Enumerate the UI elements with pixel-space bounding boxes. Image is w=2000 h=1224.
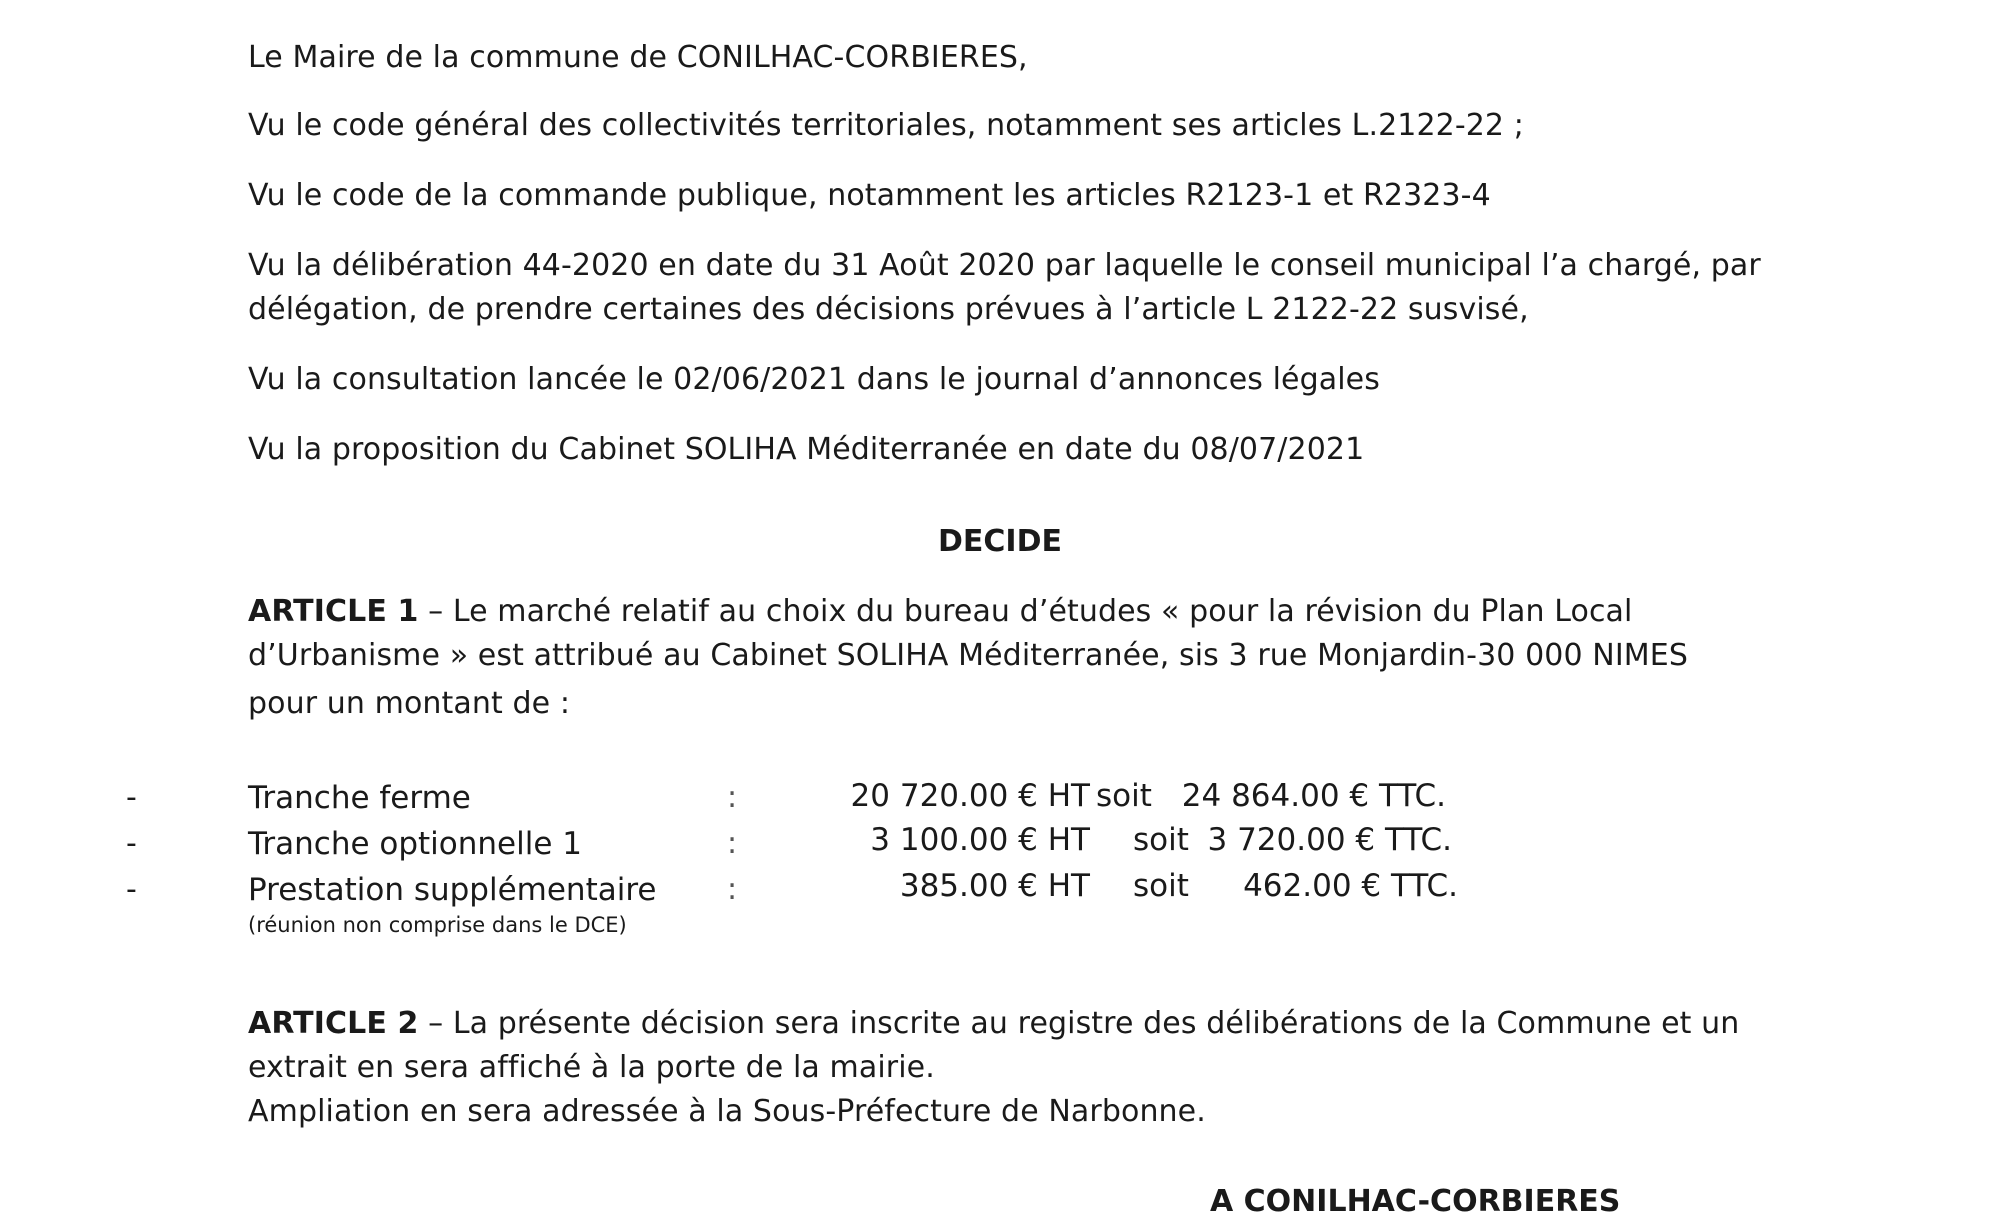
article2-separator: – bbox=[418, 1006, 453, 1041]
preamble-proposition: Vu la proposition du Cabinet SOLIHA Méditerranée en date du 08/07/2021 bbox=[248, 432, 1365, 467]
amount-label: Tranche ferme bbox=[248, 780, 471, 816]
list-dash: - bbox=[126, 872, 137, 907]
amount-colon: : bbox=[727, 872, 738, 907]
article1-separator: – bbox=[418, 594, 453, 629]
list-dash: - bbox=[126, 826, 137, 861]
amount-ttc: 462.00 € TTC. bbox=[1243, 868, 1458, 904]
article1-label: ARTICLE 1 bbox=[248, 594, 419, 629]
preamble-mayor: Le Maire de la commune de CONILHAC-CORBIERES, bbox=[248, 40, 1028, 75]
decide-heading: DECIDE bbox=[938, 524, 1062, 559]
amount-label: Prestation supplémentaire bbox=[248, 872, 657, 908]
amount-soit: soit bbox=[1096, 778, 1152, 814]
amount-colon: : bbox=[727, 826, 738, 861]
signature-place: A CONILHAC-CORBIERES bbox=[1210, 1184, 1621, 1219]
amount-ht: 20 720.00 € HT bbox=[850, 778, 1090, 814]
article2-text-a: La présente décision sera inscrite au registre des délibérations de la Commune et un bbox=[452, 1006, 1740, 1041]
article2-line2: extrait en sera affiché à la porte de la mairie. bbox=[248, 1050, 935, 1085]
amount-footnote: (réunion non comprise dans le DCE) bbox=[248, 913, 627, 937]
amount-colon: : bbox=[727, 780, 738, 815]
article1-text-a: Le marché relatif au choix du bureau d’études « pour la révision du Plan Local bbox=[452, 594, 1633, 629]
amount-soit: soit bbox=[1133, 822, 1189, 858]
amount-ht: 385.00 € HT bbox=[899, 868, 1090, 904]
preamble-code-commande: Vu le code de la commande publique, notamment les articles R2123-1 et R2323-4 bbox=[248, 178, 1491, 213]
preamble-deliberation-line1: Vu la délibération 44-2020 en date du 31 Août 2020 par laquelle le conseil municipal l’a chargé, par bbox=[248, 248, 1761, 283]
amount-ht: 3 100.00 € HT bbox=[870, 822, 1090, 858]
article2-line1 bbox=[248, 1002, 1739, 1046]
list-dash: - bbox=[126, 780, 137, 815]
article2-line3: Ampliation en sera adressée à la Sous-Préfecture de Narbonne. bbox=[248, 1094, 1206, 1129]
amount-ttc: 24 864.00 € TTC. bbox=[1181, 778, 1446, 814]
amount-ttc: 3 720.00 € TTC. bbox=[1207, 822, 1452, 858]
article1-line2: d’Urbanisme » est attribué au Cabinet SOLIHA Méditerranée, sis 3 rue Monjardin-30 000 NIMES bbox=[248, 638, 1688, 673]
article1-line1 bbox=[248, 590, 1632, 634]
amount-label: Tranche optionnelle 1 bbox=[248, 826, 583, 862]
amount-soit: soit bbox=[1133, 868, 1189, 904]
preamble-code-collectivites: Vu le code général des collectivités territoriales, notamment ses articles L.2122-22 ; bbox=[248, 108, 1524, 143]
article2-label: ARTICLE 2 bbox=[248, 1006, 419, 1041]
preamble-deliberation-line2: délégation, de prendre certaines des décisions prévues à l’article L 2122-22 susvisé, bbox=[248, 292, 1529, 327]
preamble-consultation: Vu la consultation lancée le 02/06/2021 dans le journal d’annonces légales bbox=[248, 362, 1380, 397]
article1-line3: pour un montant de : bbox=[248, 686, 571, 721]
